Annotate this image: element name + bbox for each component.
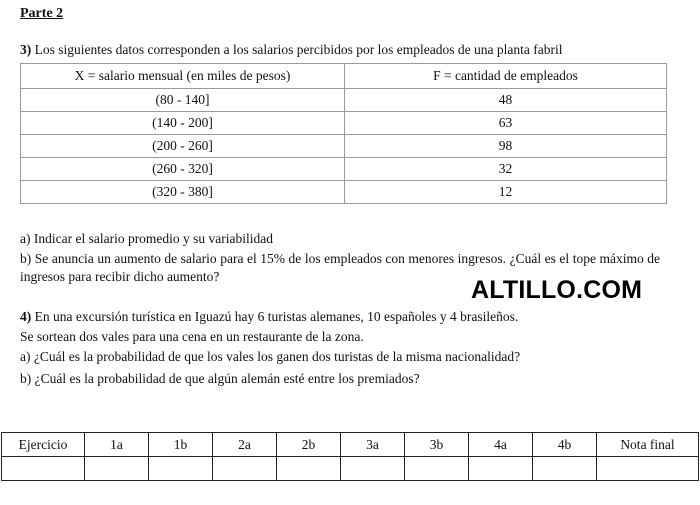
question-4-intro: [20, 309, 518, 325]
question-4-text: En una excursión turística en Iguazú hay 6 turistas alemanes, 10 españoles y 4 brasileños.: [31, 309, 519, 324]
grade-cell[interactable]: [277, 457, 341, 481]
grade-header: 3b: [405, 433, 469, 457]
employee-count: 32: [345, 158, 667, 181]
table-row: [21, 89, 667, 112]
grade-cell[interactable]: [597, 457, 699, 481]
grade-table-header-row: [2, 433, 699, 457]
grade-cell[interactable]: [341, 457, 405, 481]
employee-count: 63: [345, 112, 667, 135]
grade-header: Ejercicio: [2, 433, 85, 457]
grade-header: 1a: [85, 433, 149, 457]
grade-table: [1, 432, 699, 481]
question-3-item-a: a) Indicar el salario promedio y su variabilidad: [20, 231, 274, 246]
employee-count: 12: [345, 181, 667, 204]
grade-header: Nota final: [597, 433, 699, 457]
grade-header: 3a: [341, 433, 405, 457]
question-3-intro: [20, 42, 690, 58]
grade-header: 4a: [469, 433, 533, 457]
grade-header: 4b: [533, 433, 597, 457]
employee-count: 48: [345, 89, 667, 112]
salary-interval: (200 - 260]: [21, 135, 345, 158]
grade-cell[interactable]: [149, 457, 213, 481]
grade-cell[interactable]: [405, 457, 469, 481]
question-3-item-b: b) Se anuncia un aumento de salario para el 15% de los empleados con menores ingresos. ¿Cuál es el tope máximo de ingresos para recibir dicho aumento?: [20, 251, 660, 284]
salary-table: [20, 63, 667, 204]
table-row: [21, 135, 667, 158]
question-4-item-b: b) ¿Cuál es la probabilidad de que algún alemán esté entre los premiados?: [20, 371, 420, 386]
salary-interval: (260 - 320]: [21, 158, 345, 181]
part-title: Parte 2: [20, 6, 64, 21]
question-4-line-2: Se sortean dos vales para una cena en un restaurante de la zona.: [20, 329, 364, 344]
question-4-number: 4): [20, 309, 32, 324]
grade-cell[interactable]: [469, 457, 533, 481]
table-row: [21, 181, 667, 204]
table-row: [21, 158, 667, 181]
grade-cell[interactable]: [85, 457, 149, 481]
question-3-number: 3): [20, 42, 32, 57]
salary-interval: (320 - 380]: [21, 181, 345, 204]
grade-header: 2b: [277, 433, 341, 457]
employee-count: 98: [345, 135, 667, 158]
table-row: [21, 112, 667, 135]
salary-interval: (140 - 200]: [21, 112, 345, 135]
salary-table-header-row: [21, 64, 667, 89]
question-3-text: Los siguientes datos corresponden a los salarios percibidos por los empleados de una planta fabril: [31, 42, 563, 57]
question-4-item-a: a) ¿Cuál es la probabilidad de que los vales los ganen dos turistas de la misma nacionalidad?: [20, 349, 521, 364]
grade-cell[interactable]: [2, 457, 85, 481]
grade-header: 2a: [213, 433, 277, 457]
salary-interval: (80 - 140]: [21, 89, 345, 112]
grade-cell[interactable]: [213, 457, 277, 481]
salary-header-x: X = salario mensual (en miles de pesos): [21, 64, 345, 89]
watermark: ALTILLO.COM: [471, 276, 643, 304]
grade-header: 1b: [149, 433, 213, 457]
grade-table-score-row: [2, 457, 699, 481]
salary-header-f: F = cantidad de empleados: [345, 64, 667, 89]
grade-cell[interactable]: [533, 457, 597, 481]
